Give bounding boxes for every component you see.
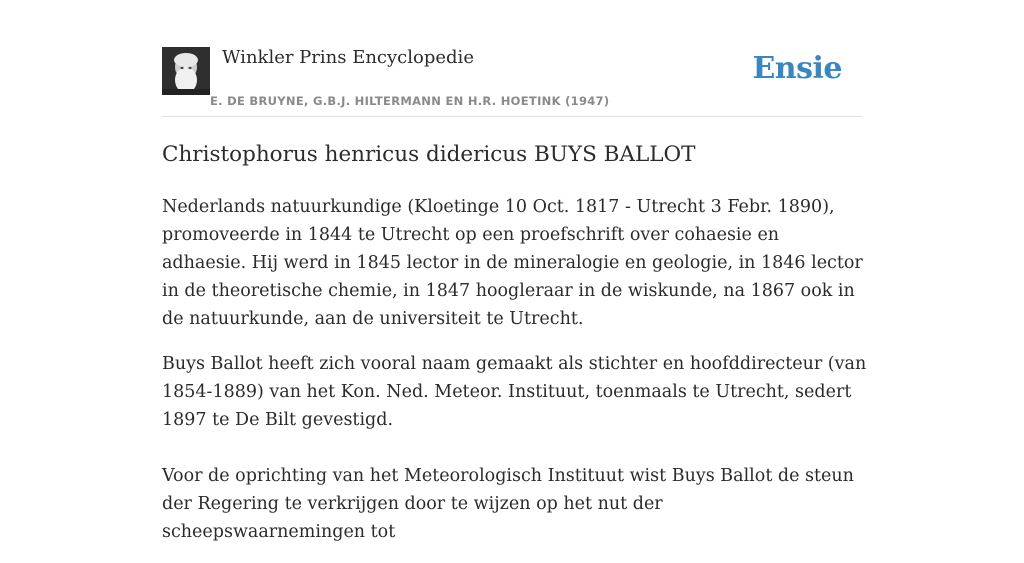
article-paragraph: Buys Ballot heeft zich vooral naam gemaakt als stichter en hoofddirecteur (van 1854-1889) van het Kon. Ned. Meteor. Instituut, toenmaals te Utrecht, sedert 1897 te De Bilt gevestigd. bbox=[162, 354, 867, 430]
source-header bbox=[162, 46, 862, 117]
ensie-logo[interactable]: Ensie bbox=[752, 51, 842, 86]
article bbox=[162, 138, 868, 563]
article-title: Christophorus henricus didericus BUYS BALLOT bbox=[162, 142, 696, 167]
article-paragraph: Voor de oprichting van het Meteorologisch Instituut wist Buys Ballot de steun der Regering te verkrijgen door te wijzen op het nut der scheepswaarnemingen tot bbox=[162, 466, 854, 542]
article-paragraph: Nederlands natuurkundige (Kloetinge 10 Oct. 1817 - Utrecht 3 Febr. 1890), promoveerde in 1844 te Utrecht op een proefschrift over cohaesie en adhaesie. Hij werd in 1845 lector in de mineralogie en geologie, in 1846 lector in de theoretische chemie, in 1847 hoogleraar in de wiskunde, na 1867 ook in de natuurkunde, aan de universiteit te Utrecht. bbox=[162, 197, 863, 329]
source-title[interactable]: Winkler Prins Encyclopedie bbox=[222, 47, 474, 68]
author-avatar[interactable] bbox=[162, 47, 210, 95]
portrait-icon bbox=[162, 47, 210, 95]
source-authors: E. DE BRUYNE, G.B.J. HILTERMANN EN H.R. HOETINK (1947) bbox=[210, 94, 610, 108]
